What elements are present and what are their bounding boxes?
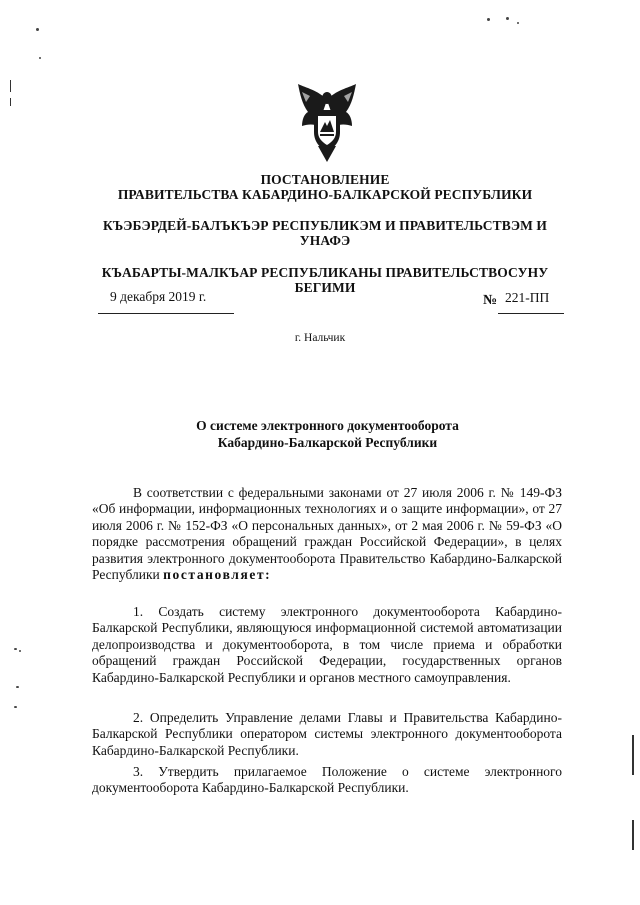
preamble-paragraph (92, 485, 562, 583)
paragraph-3-text: 3. Утвердить прилагаемое Положение о системе электронного документооборота Кабардино-Балкарской Республики. (92, 764, 562, 796)
city: г. Нальчик (294, 332, 346, 344)
scan-speck (517, 22, 519, 24)
title-line-1: О системе электронного документооборота (196, 418, 459, 433)
scan-speck (487, 18, 490, 21)
paragraph-2 (92, 710, 562, 759)
date-underline (98, 313, 234, 314)
coat-of-arms-icon (296, 80, 358, 162)
document-title (90, 417, 565, 451)
balkar-heading-line-2: БЕГИМИ (294, 280, 356, 295)
preamble-text: В соответствии с федеральными законами от 27 июля 2006 г. № 149-ФЗ «Об информации, информационных технологиях и о защите информации», от 27 июля 2006 г. № 152-ФЗ «О персональных данных», от 2 мая 2006 г. № 59-ФЗ «О порядке рассмотрения обращений граждан Российской Федерации», в целях развития электронного документооборота Правительство Кабардино-Балкарской Республики (92, 485, 562, 583)
paragraph-2-text: 2. Определить Управление делами Главы и Правительства Кабардино-Балкарской Республики оператором системы электронного документооборота Кабардино-Балкарской Республики. (92, 710, 562, 758)
scan-speck (14, 706, 17, 708)
resolves-keyword: постановляет: (163, 567, 272, 583)
heading-line-1: ПОСТАНОВЛЕНИЕ (260, 172, 390, 187)
scan-speck (14, 648, 17, 650)
scan-speck (36, 28, 39, 31)
paragraph-3 (92, 764, 562, 797)
scan-mark (10, 98, 11, 106)
number-sign: № (483, 293, 498, 308)
kabardian-heading (90, 218, 560, 248)
balkar-heading-line-1: КЪАБАРТЫ-МАЛКЪАР РЕСПУБЛИКАНЫ ПРАВИТЕЛЬСТВОСУНУ (101, 265, 549, 280)
number-underline (498, 313, 564, 314)
paragraph-1-text: 1. Создать систему электронного документооборота Кабардино-Балкарской Республики, являющуюся информационной системой автоматизации делопроизводства и документооборота, в том числе приема и обработки обращений граждан Российской Федерации, государственных органов Кабардино-Балкарской Республики и органов местного самоуправления. (92, 604, 562, 685)
scan-speck (19, 650, 21, 652)
kabardian-heading-line-2: УНАФЭ (299, 233, 351, 248)
title-line-2: Кабардино-Балкарской Республики (217, 435, 438, 450)
document-number: 221-ПП (505, 290, 550, 305)
scan-mark (632, 820, 634, 850)
document-heading (90, 172, 560, 202)
paragraph-1 (92, 604, 562, 686)
scan-speck (16, 686, 19, 688)
scan-mark (632, 735, 634, 775)
scan-speck (39, 57, 41, 59)
scan-speck (506, 17, 509, 20)
heading-line-2: ПРАВИТЕЛЬСТВА КАБАРДИНО-БАЛКАРСКОЙ РЕСПУБЛИКИ (117, 187, 533, 202)
scan-mark (10, 80, 11, 92)
document-date: 9 декабря 2019 г. (110, 289, 207, 304)
kabardian-heading-line-1: КЪЭБЭРДЕЙ-БАЛЪКЪЭР РЕСПУБЛИКЭМ И ПРАВИТЕЛЬСТВЭМ И (102, 218, 548, 233)
